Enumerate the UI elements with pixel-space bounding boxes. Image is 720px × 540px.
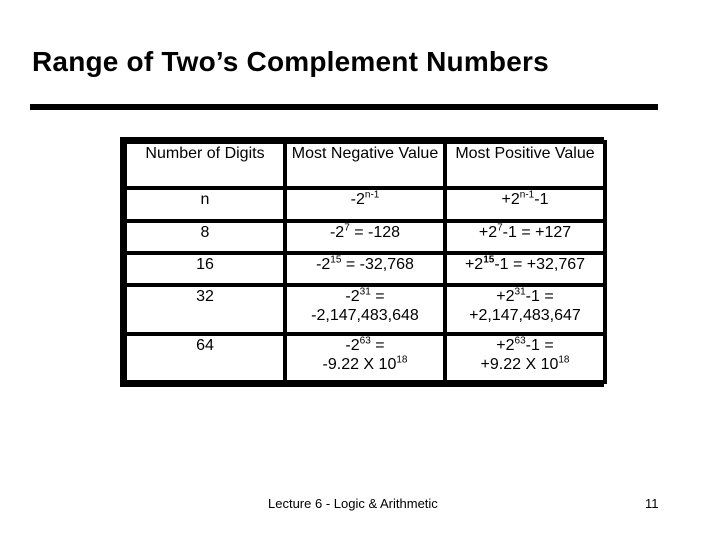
table-row (127, 287, 603, 331)
positive-value-cell: $+2^7-1 = +127$ (447, 223, 603, 251)
digits-cell: 64 (127, 336, 283, 380)
range-table (123, 140, 607, 384)
table-row (127, 190, 603, 218)
header-cell: Number of Digits (127, 144, 283, 186)
slide-footer: Lecture 6 - Logic & Arithmetic (268, 496, 438, 511)
digits-cell: 8 (127, 223, 283, 251)
negative-value-cell: $-2^7 = -128$ (287, 223, 443, 251)
positive-value-cell: $+2^{15}-1 = +32,767$ (447, 255, 603, 283)
title-divider (30, 104, 658, 110)
negative-value-cell: $-2^{31}$ = -2,147,483,648 (287, 287, 443, 331)
negative-value-cell: -2$^{n-1}$ (287, 190, 443, 218)
slide-title: Range of Two’s Complement Numbers (32, 46, 549, 77)
header-cell: Most Positive Value (447, 144, 603, 186)
negative-value-cell: $-2^{63}$ = -9.22 X $10^{18}$ (287, 336, 443, 380)
table-header-row (127, 144, 603, 186)
digits-cell: 32 (127, 287, 283, 331)
digits-cell: 16 (127, 255, 283, 283)
table-row (127, 336, 603, 380)
header-cell: Most Negative Value (287, 144, 443, 186)
negative-value-cell: $-2^{15} = -32,768$ (287, 255, 443, 283)
positive-value-cell: $+2^{31}-1$ = +2,147,483,647 (447, 287, 603, 331)
table-row (127, 255, 603, 283)
table-row (127, 223, 603, 251)
digits-cell: n (127, 190, 283, 218)
page-number: 11 (645, 496, 659, 511)
positive-value-cell: $+2^{n-1}-1$ (447, 190, 603, 218)
positive-value-cell: $+2^{63}-1$ = +9.22 X $10^{18}$ (447, 336, 603, 380)
range-table-frame (120, 137, 604, 387)
